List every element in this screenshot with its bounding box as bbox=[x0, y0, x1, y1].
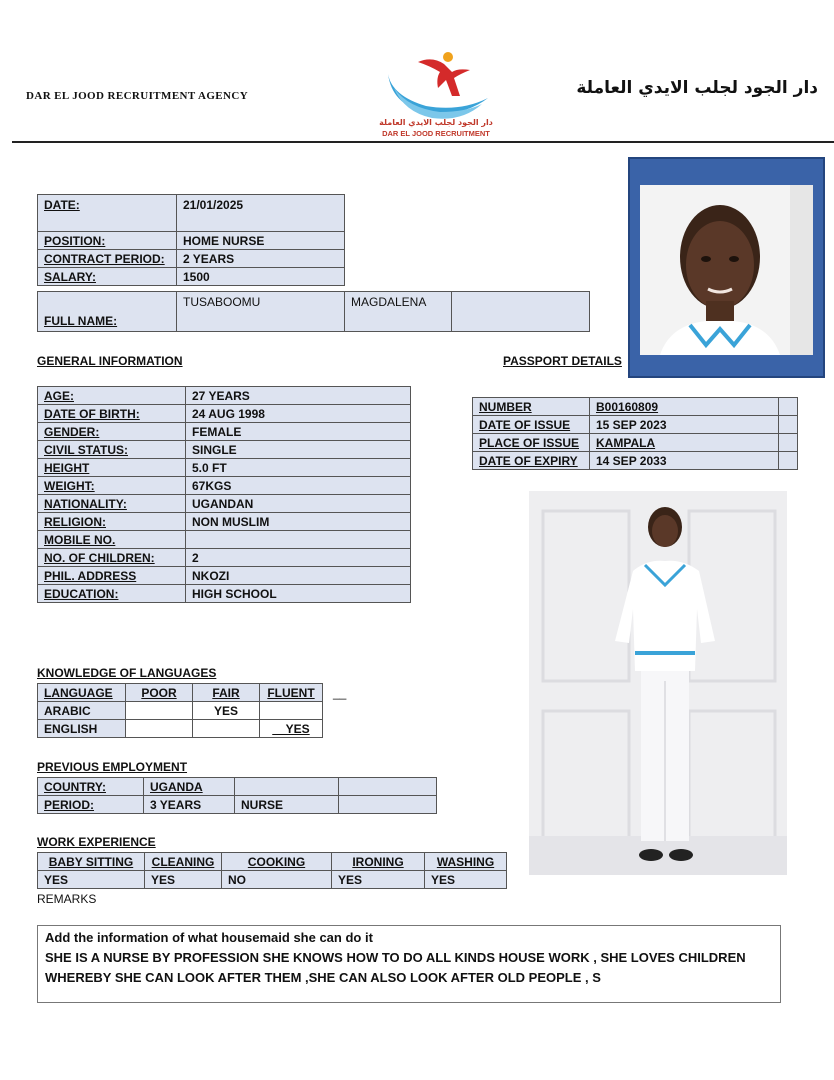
empty-cell bbox=[339, 778, 437, 796]
passport-value: B00160809 bbox=[590, 398, 779, 416]
work-skill-header: WASHING bbox=[425, 853, 507, 871]
languages-header-row bbox=[38, 684, 323, 702]
general-info-row bbox=[38, 387, 411, 405]
work-skill-value: NO bbox=[222, 871, 332, 889]
country-value: UGANDA bbox=[144, 778, 235, 796]
passport-value: 14 SEP 2033 bbox=[590, 452, 779, 470]
header-divider bbox=[12, 141, 834, 143]
general-info-row bbox=[38, 495, 411, 513]
general-info-label: EDUCATION: bbox=[38, 585, 186, 603]
position-row bbox=[38, 232, 345, 250]
passport-extra-cell bbox=[779, 416, 798, 434]
general-info-row bbox=[38, 513, 411, 531]
agency-name-english: DAR EL JOOD RECRUITMENT AGENCY bbox=[26, 90, 249, 102]
general-info-label: HEIGHT bbox=[38, 459, 186, 477]
remarks-line-2: SHE IS A NURSE BY PROFESSION SHE KNOWS HOW TO DO ALL KINDS HOUSE WORK , SHE LOVES CHILDREN bbox=[45, 950, 746, 965]
work-header-row bbox=[38, 853, 507, 871]
general-info-row bbox=[38, 585, 411, 603]
general-info-label: CIVIL STATUS: bbox=[38, 441, 186, 459]
general-info-value: NKOZI bbox=[186, 567, 411, 585]
contract-label: CONTRACT PERIOD: bbox=[38, 250, 177, 268]
general-info-label: RELIGION: bbox=[38, 513, 186, 531]
general-info-row bbox=[38, 405, 411, 423]
job-details-table bbox=[37, 194, 345, 286]
full-name-row bbox=[38, 292, 590, 332]
date-label: DATE: bbox=[38, 195, 177, 232]
salary-value: 1500 bbox=[177, 268, 345, 286]
logo-arabic-text: دار الجود لجلب الايدي العاملة bbox=[379, 118, 493, 127]
work-skill-header: CLEANING bbox=[145, 853, 222, 871]
remarks-label: REMARKS bbox=[37, 892, 97, 906]
passport-extra-cell bbox=[779, 434, 798, 452]
language-header: FLUENT bbox=[260, 684, 323, 702]
language-name: ENGLISH bbox=[38, 720, 126, 738]
country-label: COUNTRY: bbox=[38, 778, 144, 796]
work-values-row bbox=[38, 871, 507, 889]
general-info-row bbox=[38, 549, 411, 567]
passport-label: DATE OF EXPIRY bbox=[473, 452, 590, 470]
general-info-row bbox=[38, 459, 411, 477]
passport-row bbox=[473, 398, 798, 416]
language-level bbox=[126, 720, 193, 738]
passport-details-heading: PASSPORT DETAILS bbox=[503, 354, 622, 368]
language-level bbox=[193, 720, 260, 738]
work-skill-value: YES bbox=[38, 871, 145, 889]
role-value: NURSE bbox=[235, 796, 339, 814]
general-info-label: MOBILE NO. bbox=[38, 531, 186, 549]
full-body-photo bbox=[529, 491, 787, 875]
general-info-label: GENDER: bbox=[38, 423, 186, 441]
languages-heading: KNOWLEDGE OF LANGUAGES bbox=[37, 666, 217, 680]
general-info-value: HIGH SCHOOL bbox=[186, 585, 411, 603]
passport-label: PLACE OF ISSUE bbox=[473, 434, 590, 452]
passport-extra-cell bbox=[779, 452, 798, 470]
language-level: YES bbox=[193, 702, 260, 720]
previous-employment-heading: PREVIOUS EMPLOYMENT bbox=[37, 760, 188, 774]
work-skill-header: IRONING bbox=[332, 853, 425, 871]
passport-row bbox=[473, 416, 798, 434]
language-header: POOR bbox=[126, 684, 193, 702]
general-info-label: NATIONALITY: bbox=[38, 495, 186, 513]
country-row bbox=[38, 778, 437, 796]
position-label: POSITION: bbox=[38, 232, 177, 250]
general-info-row bbox=[38, 477, 411, 495]
full-name-table bbox=[37, 291, 590, 332]
remarks-line-1: Add the information of what housemaid she can do it bbox=[45, 930, 373, 945]
portrait-photo bbox=[640, 185, 813, 355]
general-info-value: NON MUSLIM bbox=[186, 513, 411, 531]
general-info-value: UGANDAN bbox=[186, 495, 411, 513]
general-info-value: 27 YEARS bbox=[186, 387, 411, 405]
previous-employment-table bbox=[37, 777, 437, 814]
work-skill-value: YES bbox=[145, 871, 222, 889]
contract-row bbox=[38, 250, 345, 268]
language-level bbox=[126, 702, 193, 720]
passport-table bbox=[472, 397, 798, 470]
general-info-value bbox=[186, 531, 411, 549]
general-info-row bbox=[38, 423, 411, 441]
last-name-value: MAGDALENA bbox=[345, 292, 452, 332]
empty-cell bbox=[339, 796, 437, 814]
passport-label: NUMBER bbox=[473, 398, 590, 416]
salary-label: SALARY: bbox=[38, 268, 177, 286]
general-info-label: AGE: bbox=[38, 387, 186, 405]
work-skill-header: COOKING bbox=[222, 853, 332, 871]
language-level bbox=[260, 702, 323, 720]
general-info-label: NO. OF CHILDREN: bbox=[38, 549, 186, 567]
logo-english-text: DAR EL JOOD RECRUITMENT bbox=[382, 129, 490, 138]
general-info-row bbox=[38, 531, 411, 549]
passport-value: KAMPALA bbox=[590, 434, 779, 452]
general-info-value: 24 AUG 1998 bbox=[186, 405, 411, 423]
passport-row bbox=[473, 452, 798, 470]
salary-row bbox=[38, 268, 345, 286]
extra-name-cell bbox=[452, 292, 590, 332]
general-information-heading: GENERAL INFORMATION bbox=[37, 354, 183, 368]
work-experience-heading: WORK EXPERIENCE bbox=[37, 835, 156, 849]
date-row bbox=[38, 195, 345, 232]
remarks-box bbox=[37, 925, 781, 1003]
period-label: PERIOD: bbox=[38, 796, 144, 814]
contract-value: 2 YEARS bbox=[177, 250, 345, 268]
period-row bbox=[38, 796, 437, 814]
work-skill-value: YES bbox=[332, 871, 425, 889]
period-value: 3 YEARS bbox=[144, 796, 235, 814]
work-skill-header: BABY SITTING bbox=[38, 853, 145, 871]
language-level: __YES bbox=[260, 720, 323, 738]
language-header: LANGUAGE bbox=[38, 684, 126, 702]
position-value: HOME NURSE bbox=[177, 232, 345, 250]
agency-name-arabic: دار الجود لجلب الايدي العاملة bbox=[576, 78, 818, 98]
general-info-row bbox=[38, 567, 411, 585]
general-info-value: SINGLE bbox=[186, 441, 411, 459]
language-row bbox=[38, 702, 323, 720]
language-header: FAIR bbox=[193, 684, 260, 702]
passport-extra-cell bbox=[779, 398, 798, 416]
passport-row bbox=[473, 434, 798, 452]
general-information-table bbox=[37, 386, 411, 603]
language-dash: __ bbox=[333, 686, 347, 700]
date-value: 21/01/2025 bbox=[177, 195, 345, 232]
passport-label: DATE OF ISSUE bbox=[473, 416, 590, 434]
first-name-value: TUSABOOMU bbox=[177, 292, 345, 332]
general-info-label: WEIGHT: bbox=[38, 477, 186, 495]
general-info-row bbox=[38, 441, 411, 459]
work-experience-table bbox=[37, 852, 507, 889]
general-info-value: 5.0 FT bbox=[186, 459, 411, 477]
passport-value: 15 SEP 2023 bbox=[590, 416, 779, 434]
portrait-photo-frame bbox=[628, 157, 825, 378]
language-row bbox=[38, 720, 323, 738]
languages-table bbox=[37, 683, 323, 738]
work-skill-value: YES bbox=[425, 871, 507, 889]
language-name: ARABIC bbox=[38, 702, 126, 720]
full-name-label: FULL NAME: bbox=[38, 292, 177, 332]
general-info-label: DATE OF BIRTH: bbox=[38, 405, 186, 423]
general-info-value: 67KGS bbox=[186, 477, 411, 495]
empty-cell bbox=[235, 778, 339, 796]
general-info-value: 2 bbox=[186, 549, 411, 567]
remarks-line-3: WHEREBY SHE CAN LOOK AFTER THEM ,SHE CAN ALSO LOOK AFTER OLD PEOPLE , S bbox=[45, 970, 601, 985]
general-info-label: PHIL. ADDRESS bbox=[38, 567, 186, 585]
agency-logo bbox=[366, 48, 506, 143]
general-info-value: FEMALE bbox=[186, 423, 411, 441]
